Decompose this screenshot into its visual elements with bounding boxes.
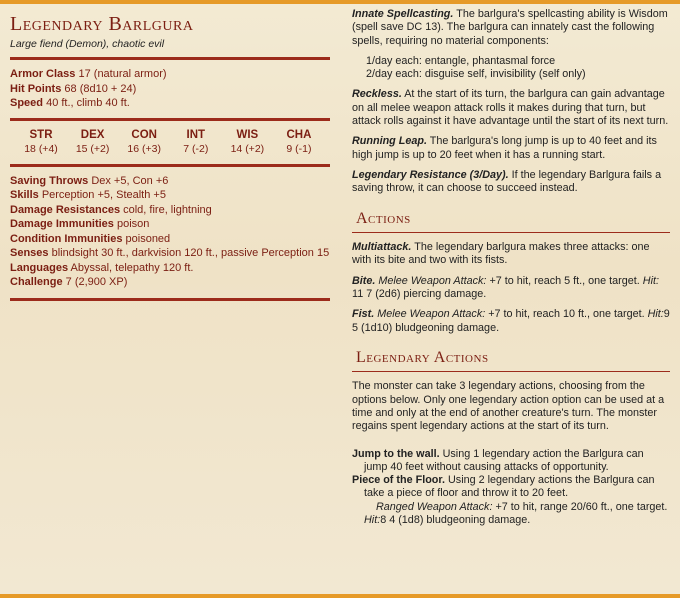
spell-list-2: 2/day each: disguise self, invisibility (self only): [366, 68, 586, 81]
property-label: Saving Throws: [10, 174, 89, 187]
skills: [10, 188, 330, 203]
property-value: Perception +5, Stealth +5: [41, 189, 166, 201]
ability-score: 14 (+2): [230, 142, 265, 155]
trait-text: At the start of its turn, the barlgura can gain advantage on all melee weapon attack rolls it makes during that turn, but attack rolls against it have advantage until the start of its next turn.: [352, 88, 669, 128]
bottom-border: [0, 594, 680, 598]
action-text: The legendary barlgura makes three attacks: one with its bite and two with its fists.: [352, 241, 650, 267]
property-value: 7 (2,900 XP): [65, 276, 128, 288]
ability-cha: [276, 129, 322, 155]
action-fist: [352, 308, 670, 335]
divider: [10, 118, 330, 121]
damage-resistances: [10, 203, 330, 218]
damage-text: 8 4 (1d8) bludgeoning damage.: [380, 514, 531, 527]
trait-text: The barlgura's spellcasting ability is Wisdom (spell save DC 13). The barlgura can innately cast the following spells, requiring no material components:: [352, 8, 668, 47]
action-text: +7 to hit, range 20/60 ft., one target.: [495, 500, 668, 513]
action-title: Multiattack.: [352, 241, 412, 254]
action-text: +7 to hit, reach 10 ft., one target.: [488, 308, 645, 321]
armor-class: [10, 67, 330, 82]
section-divider: [352, 371, 670, 373]
monster-type: Large fiend (Demon), chaotic evil: [10, 38, 165, 50]
property-value: blindsight 30 ft., darkvision 120 ft., passive Perception 15: [51, 247, 330, 259]
ability-scores: [10, 129, 330, 155]
armor-class-label: Armor Class: [10, 68, 76, 80]
legendary-actions-heading: Legendary Actions: [356, 348, 489, 366]
legendary-intro: The monster can take 3 legendary actions, choosing from the options below. Only one legendary action option can be used at a time and only at the end of another creature's turn. The monster regains spent legendary actions at the start of its turn.: [352, 380, 665, 433]
speed: [10, 96, 330, 111]
monster-name: Legendary Barlgura: [10, 13, 194, 35]
trait-text: If the legendary Barlgura fails a saving throw, it can choose to succeed instead.: [352, 168, 662, 195]
action-title: Fist.: [352, 308, 375, 321]
property-value: poisoned: [125, 232, 171, 245]
trait-spellcasting: [352, 8, 670, 48]
ability-wis: [224, 129, 270, 155]
challenge: [10, 275, 330, 290]
ability-name: CHA: [286, 128, 312, 141]
legendary-action-title: Jump to the wall.: [352, 447, 440, 460]
trait-running-leap: [352, 135, 670, 162]
speed-label: Speed: [10, 97, 44, 109]
spell-list-1: 1/day each: entangle, phantasmal force: [366, 54, 556, 67]
legendary-action-text: Using 2 legendary actions the Barlgura can take a piece of floor and throw it to 20 feet.: [364, 474, 655, 500]
property-value: cold, fire, lightning: [123, 203, 212, 216]
trait-legendary-resistance: [352, 169, 670, 196]
ability-score: 15 (+2): [75, 142, 110, 155]
action-multiattack: [352, 241, 670, 268]
top-border: [0, 0, 680, 4]
property-value: Dex +5, Con +6: [91, 174, 169, 187]
hit-points-label: Hit Points: [10, 82, 62, 95]
hit-label: Hit:: [642, 274, 659, 287]
divider: [10, 298, 330, 301]
property-value: poison: [116, 218, 150, 230]
trait-reckless: [352, 88, 670, 128]
trait-title: Innate Spellcasting.: [352, 8, 454, 20]
ability-str: [18, 129, 64, 155]
ability-int: [173, 129, 219, 155]
trait-title: Legendary Resistance (3/Day).: [352, 168, 509, 181]
languages: [10, 261, 330, 276]
legendary-action-title: Piece of the Floor.: [352, 474, 445, 487]
ability-name: INT: [186, 128, 206, 141]
property-label: Damage Resistances: [10, 203, 121, 216]
legendary-piece-of-floor: [352, 474, 670, 501]
armor-class-value: 17 (natural armor): [78, 68, 167, 80]
action-bite: [352, 275, 670, 302]
senses: [10, 246, 330, 261]
trait-title: Reckless.: [352, 88, 402, 101]
ability-name: STR: [29, 128, 53, 141]
ability-name: DEX: [80, 128, 105, 141]
ability-score: 9 (-1): [286, 142, 312, 155]
property-label: Skills: [10, 189, 39, 201]
divider: [10, 164, 330, 167]
property-label: Senses: [10, 247, 49, 259]
action-title: Bite.: [352, 274, 376, 287]
action-text: +7 to hit, reach 5 ft., one target.: [489, 274, 640, 287]
legendary-action-text: Using 1 legendary action the Barlgura can jump 40 feet without causing attacks of opportunity.: [364, 447, 644, 473]
legendary-jump-to-wall: [352, 448, 670, 475]
condition-immunities: [10, 232, 330, 247]
damage-text: 11 7 (2d6) piercing damage.: [352, 287, 487, 300]
attack-type: Melee Weapon Attack:: [378, 274, 487, 287]
hit-label: Hit:: [364, 514, 381, 527]
property-label: Challenge: [10, 276, 63, 288]
section-divider: [352, 232, 670, 234]
left-column: [10, 8, 330, 308]
ability-name: WIS: [236, 128, 259, 141]
attack-type: Melee Weapon Attack:: [377, 308, 486, 321]
property-label: Damage Immunities: [10, 218, 114, 230]
actions-heading: Actions: [356, 209, 411, 227]
divider: [10, 57, 330, 60]
hit-label: Hit:: [647, 308, 664, 321]
ability-score: 18 (+4): [24, 142, 58, 155]
trait-text: The barlgura's long jump is up to 40 feet and its high jump is up to 20 feet when it has a running start.: [352, 135, 657, 161]
ability-con: [121, 129, 167, 155]
legendary-ranged-attack: [352, 501, 670, 528]
ability-score: 16 (+3): [127, 142, 161, 155]
hit-points-value: 68 (8d10 + 24): [64, 82, 137, 95]
ability-score: 7 (-2): [183, 142, 209, 155]
hit-points: [10, 82, 330, 97]
speed-value: 40 ft., climb 40 ft.: [46, 97, 130, 109]
property-label: Languages: [10, 261, 69, 274]
ability-name: CON: [131, 128, 157, 141]
property-label: Condition Immunities: [10, 232, 123, 245]
attack-type: Ranged Weapon Attack:: [376, 500, 493, 513]
trait-title: Running Leap.: [352, 135, 427, 148]
damage-text: 9 5 (1d10) bludgeoning damage.: [352, 308, 670, 334]
right-column: [352, 8, 670, 527]
ability-dex: [70, 129, 116, 155]
damage-immunities: [10, 217, 330, 232]
property-value: Abyssal, telepathy 120 ft.: [70, 261, 194, 274]
saving-throws: [10, 174, 330, 189]
